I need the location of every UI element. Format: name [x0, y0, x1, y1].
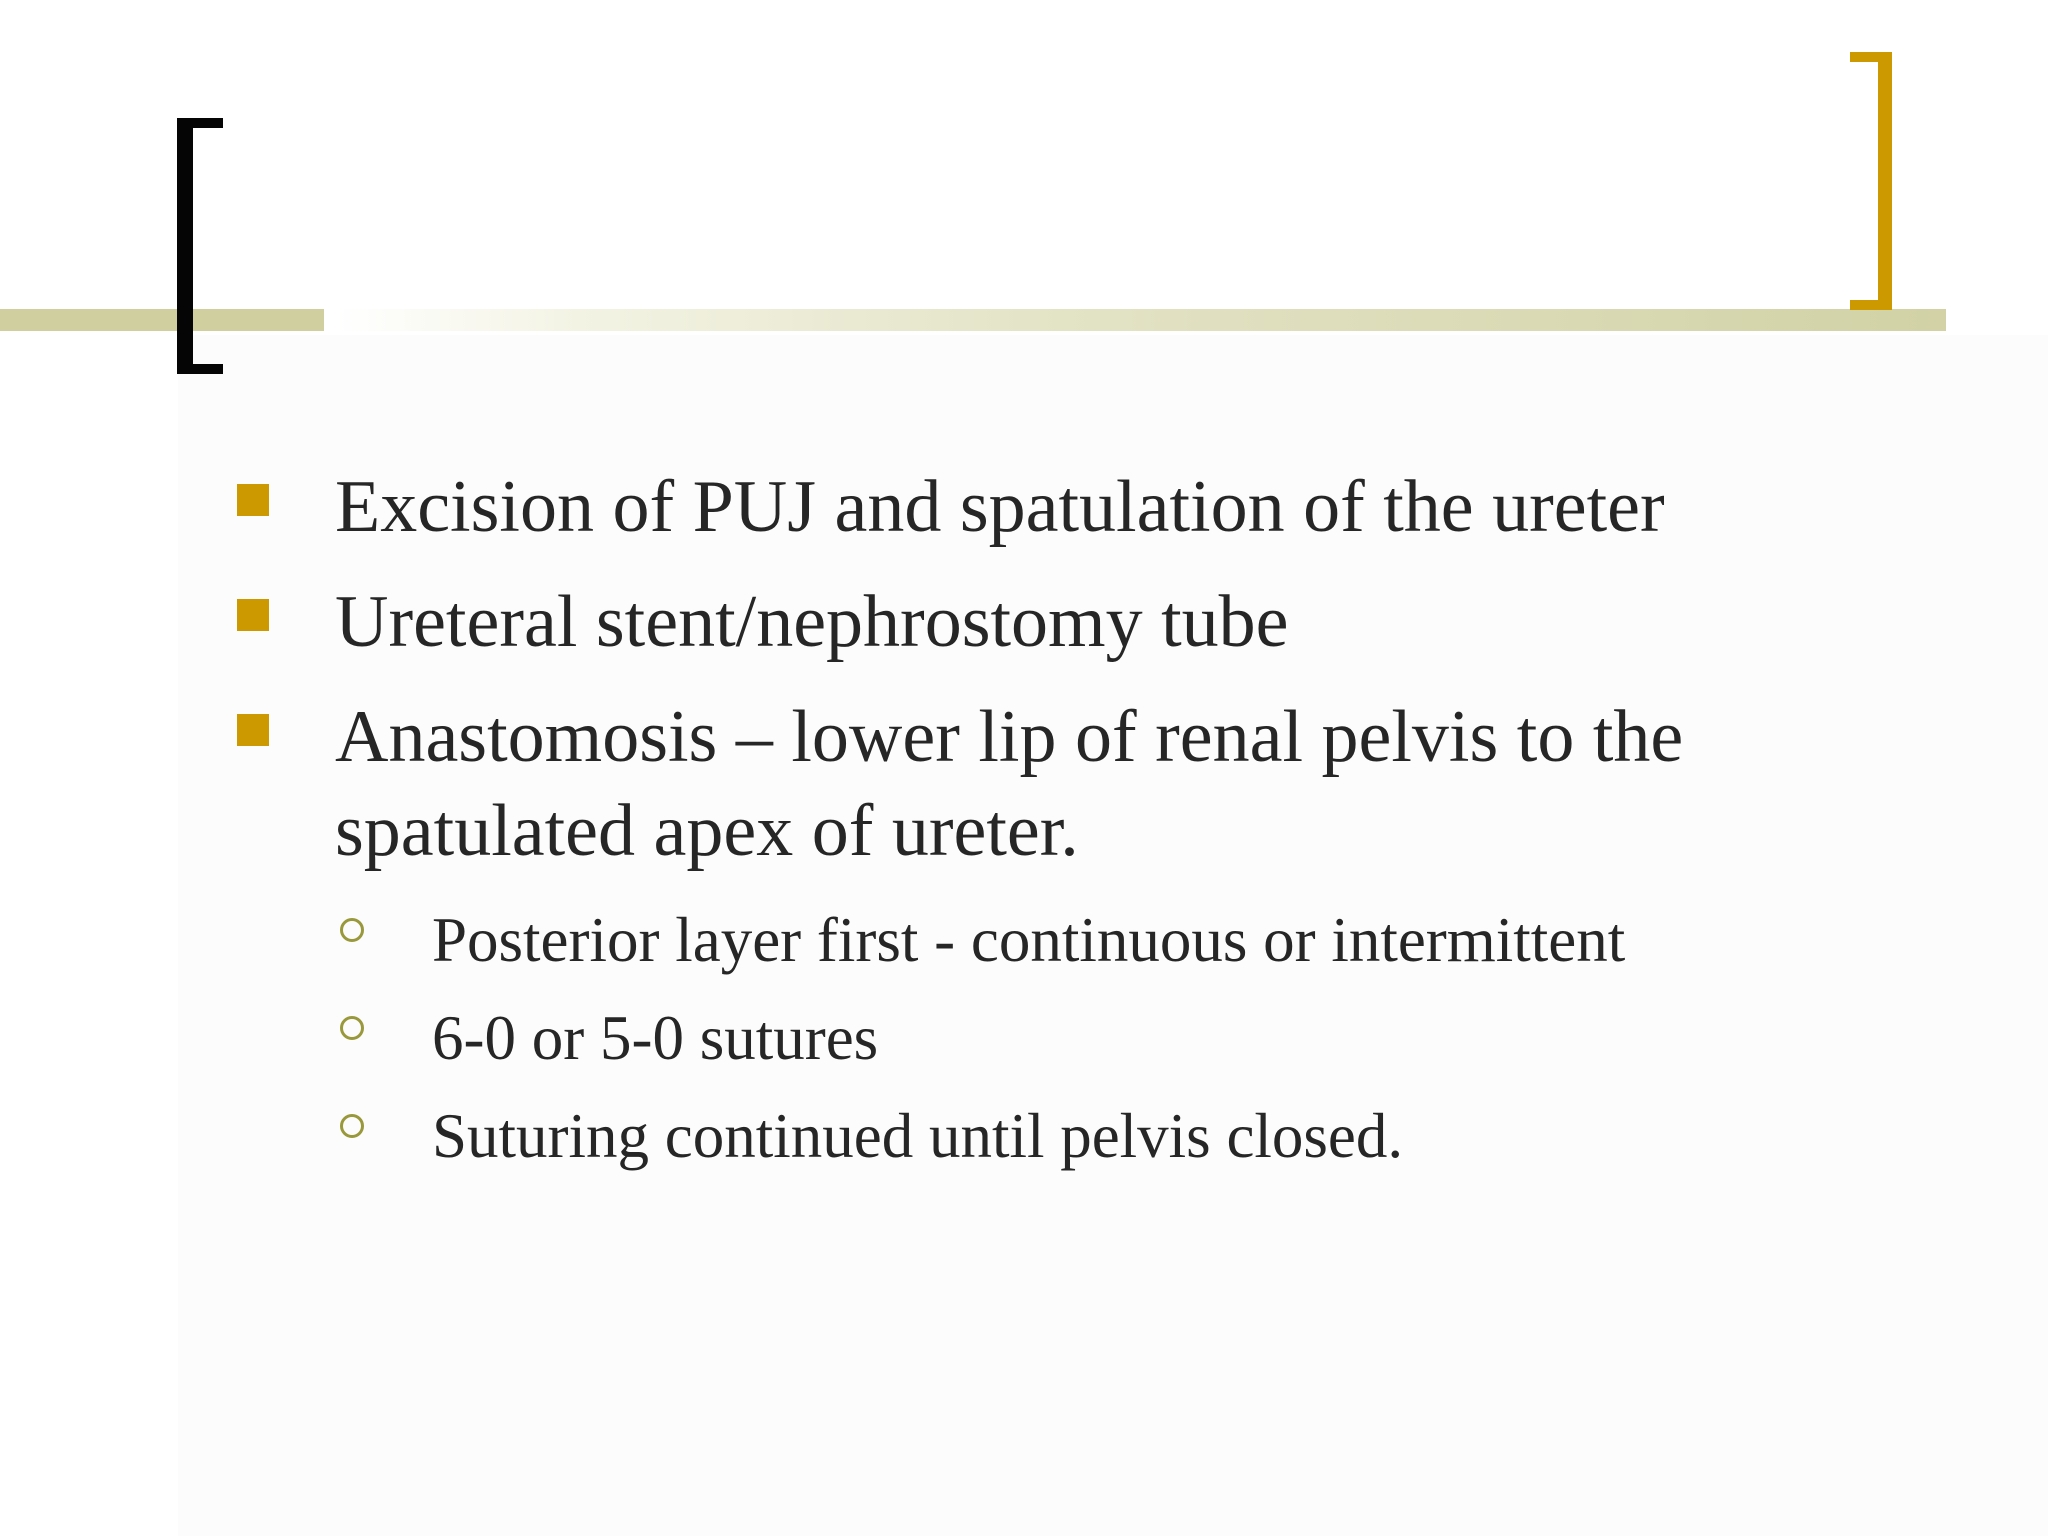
- sub-bullet-text: Posterior layer first - continuous or intermittent: [432, 905, 1626, 975]
- square-bullet-icon: [237, 484, 269, 516]
- ring-bullet-icon: [340, 1016, 364, 1040]
- bullet-text: Ureteral stent/nephrostomy tube: [335, 581, 1289, 663]
- bullet-text: Excision of PUJ and spatulation of the ureter: [335, 466, 1665, 548]
- ring-bullet-icon: [340, 918, 364, 942]
- sub-bullet-text: Suturing continued until pelvis closed.: [432, 1101, 1404, 1171]
- square-bullet-icon: [237, 714, 269, 746]
- square-bullet-icon: [237, 599, 269, 631]
- bullet-text: Anastomosis – lower lip of renal pelvis to the spatulated apex of ureter.: [335, 696, 1684, 872]
- ring-bullet-icon: [340, 1114, 364, 1138]
- sub-bullet-text: 6-0 or 5-0 sutures: [432, 1003, 879, 1073]
